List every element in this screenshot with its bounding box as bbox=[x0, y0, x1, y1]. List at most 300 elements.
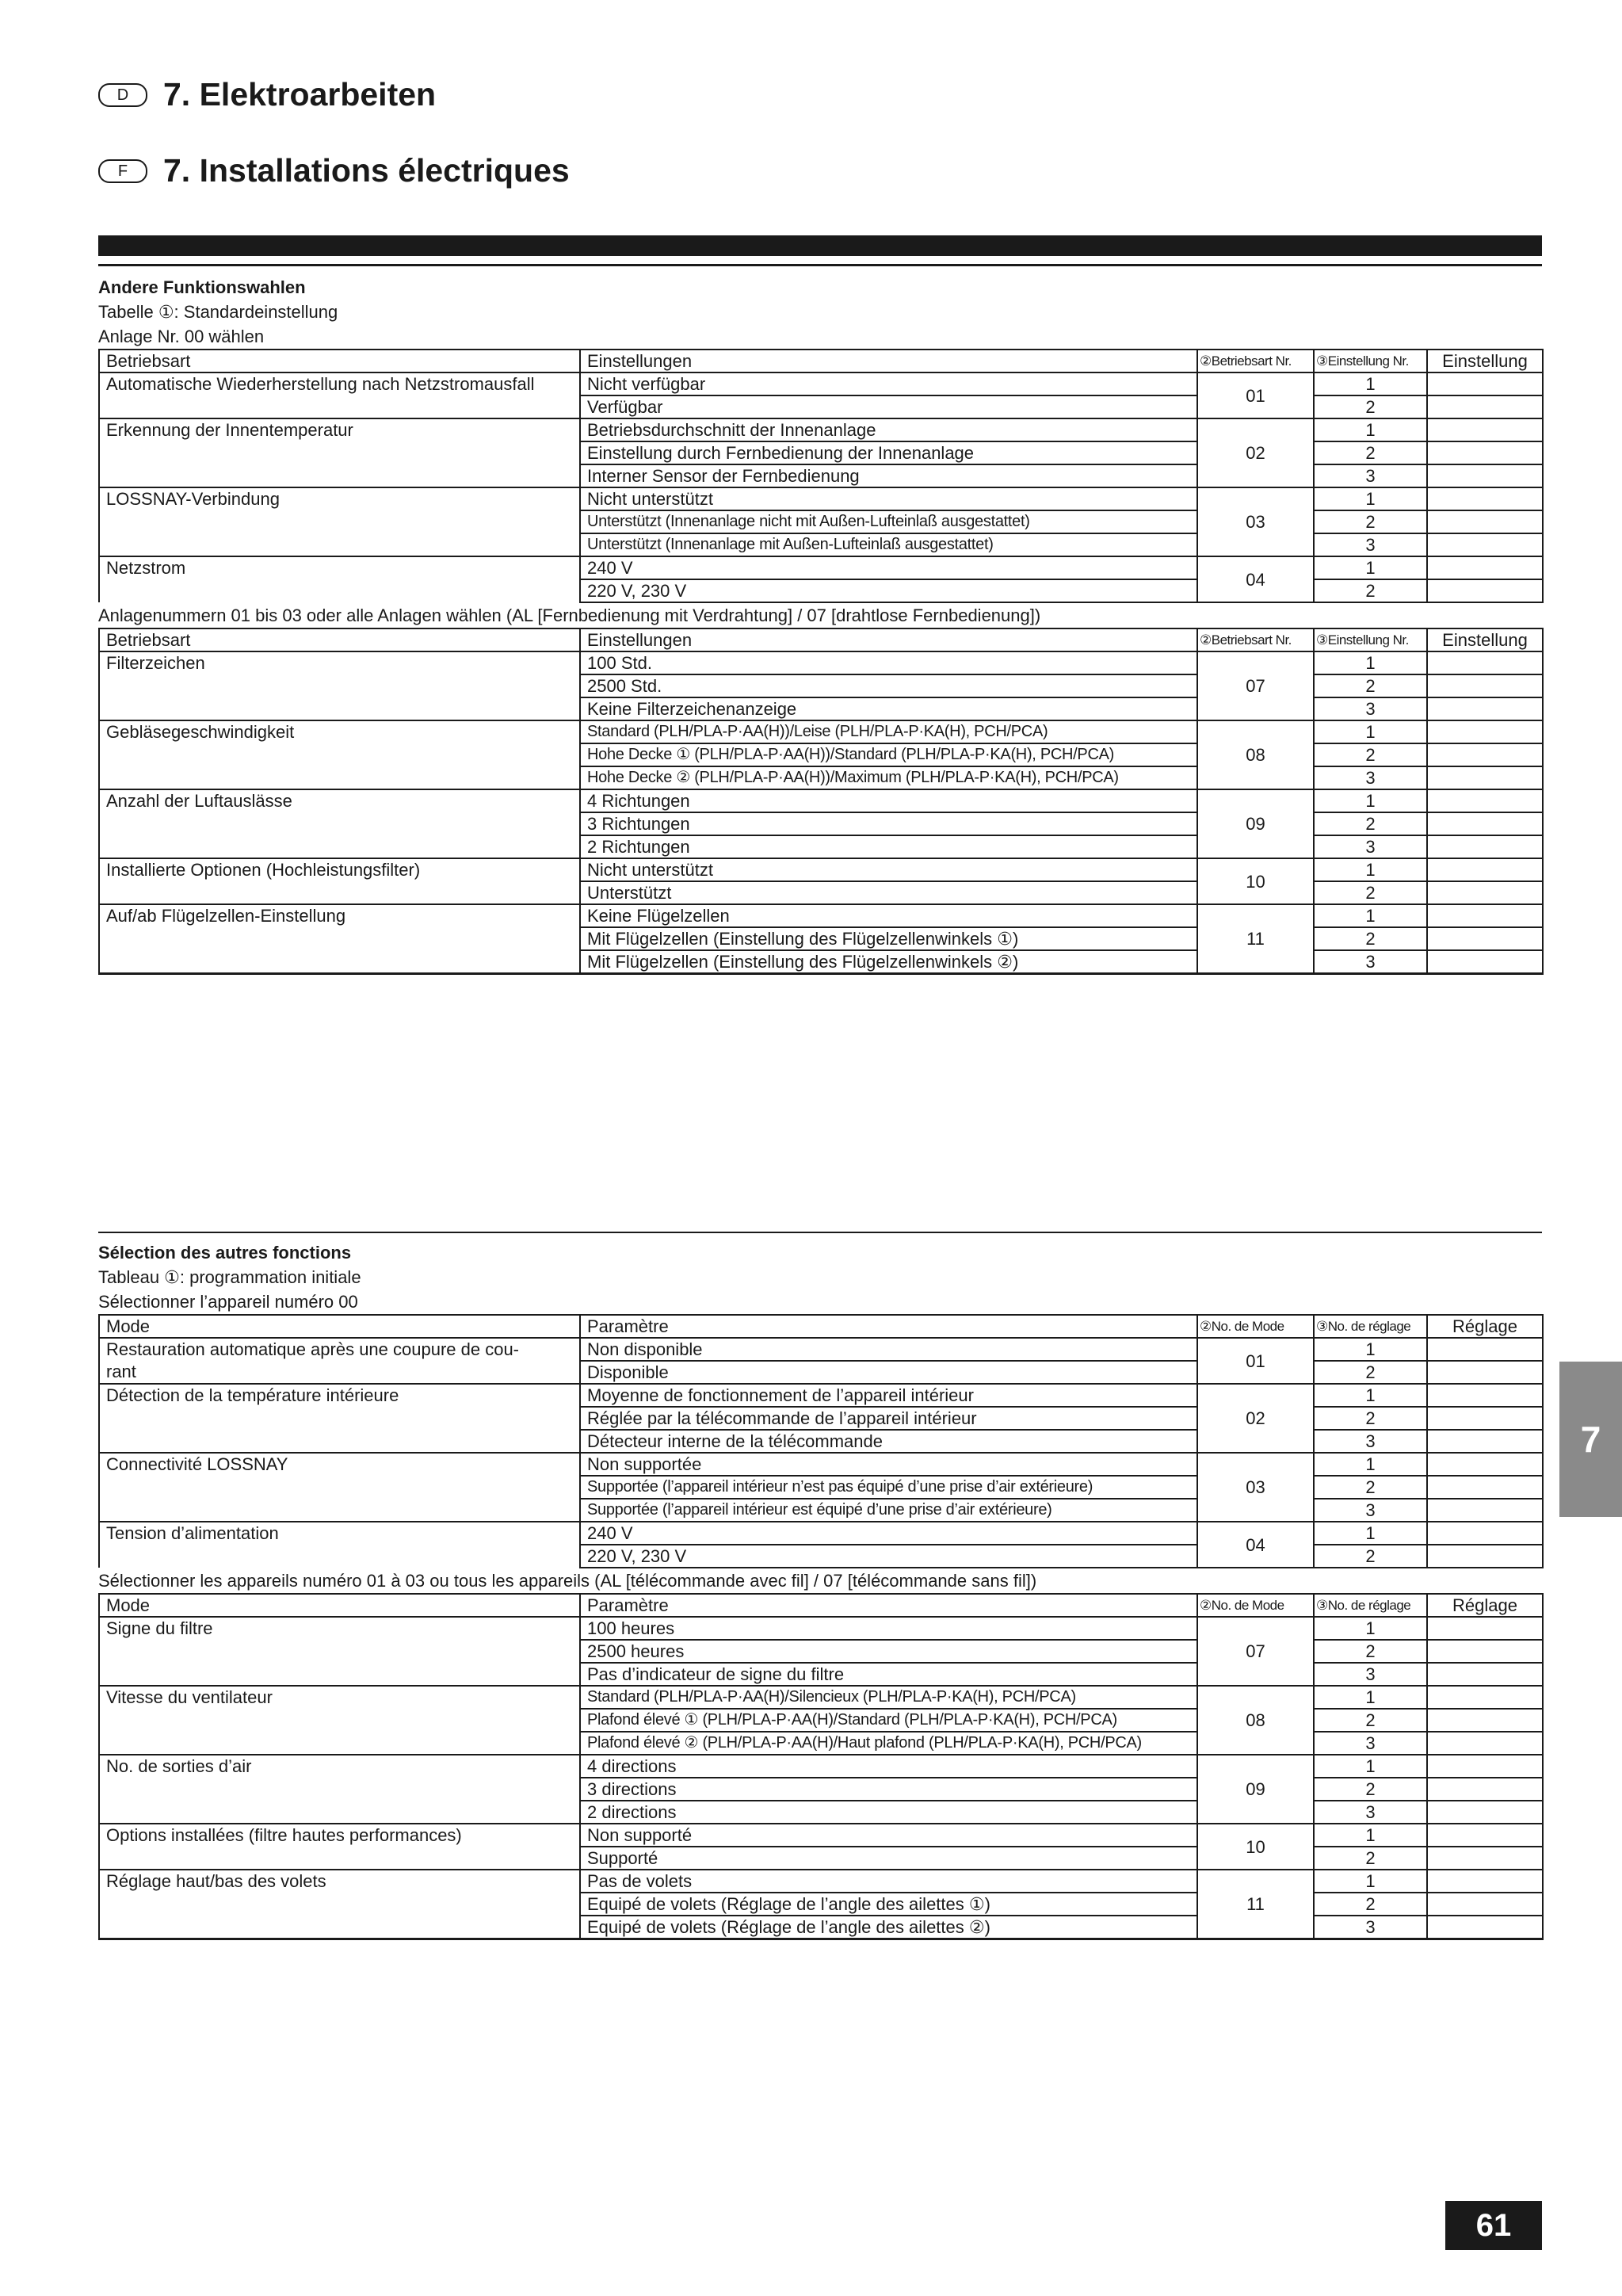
section-de-line1: Tabelle ①: Standardeinstellung bbox=[98, 302, 338, 322]
setting-cell: Mit Flügelzellen (Einstellung des Flügelzellenwinkels ②) bbox=[580, 950, 1197, 974]
setting-number-cell: 1 bbox=[1314, 372, 1427, 395]
setting-number-cell: 1 bbox=[1314, 789, 1427, 812]
header-setting-no: ③No. de réglage bbox=[1314, 1594, 1427, 1617]
setting-check-cell bbox=[1427, 487, 1543, 510]
mode-cell bbox=[99, 441, 580, 464]
mode-number-cell: 09 bbox=[1197, 789, 1314, 858]
setting-check-cell bbox=[1427, 927, 1543, 950]
table-row bbox=[99, 487, 1543, 510]
setting-number-cell: 2 bbox=[1314, 1407, 1427, 1430]
divider-middle bbox=[98, 1232, 1542, 1233]
setting-check-cell bbox=[1427, 1499, 1543, 1522]
table-row bbox=[99, 1430, 1543, 1453]
setting-check-cell bbox=[1427, 1686, 1543, 1709]
mode-cell bbox=[99, 464, 580, 487]
setting-cell: Betriebsdurchschnitt der Innenanlage bbox=[580, 418, 1197, 441]
mode-cell: No. de sorties d’air bbox=[99, 1755, 580, 1778]
mode-number-cell: 03 bbox=[1197, 487, 1314, 556]
mode-number-cell: 11 bbox=[1197, 904, 1314, 974]
mode-cell: rant bbox=[99, 1361, 580, 1384]
setting-number-cell: 2 bbox=[1314, 510, 1427, 533]
table-row bbox=[99, 1407, 1543, 1430]
mode-cell: Détection de la température intérieure bbox=[99, 1384, 580, 1407]
table-header-row bbox=[99, 350, 1543, 372]
setting-cell: Unterstützt (Innenanlage nicht mit Außen-Lufteinlaß ausgestattet) bbox=[580, 510, 1197, 533]
setting-cell: Plafond élevé ② (PLH/PLA-P·AA(H)/Haut plafond (PLH/PLA-P·KA(H), PCH/PCA) bbox=[580, 1732, 1197, 1755]
setting-number-cell: 2 bbox=[1314, 1778, 1427, 1801]
mode-number-cell: 04 bbox=[1197, 556, 1314, 602]
table-row bbox=[99, 1732, 1543, 1755]
setting-number-cell: 1 bbox=[1314, 418, 1427, 441]
mode-number-cell: 02 bbox=[1197, 1384, 1314, 1453]
setting-cell: Pas de volets bbox=[580, 1870, 1197, 1893]
mode-cell bbox=[99, 1893, 580, 1916]
mode-number-cell: 03 bbox=[1197, 1453, 1314, 1522]
setting-check-cell bbox=[1427, 651, 1543, 674]
setting-cell: Moyenne de fonctionnement de l’appareil intérieur bbox=[580, 1384, 1197, 1407]
header-setting: Réglage bbox=[1427, 1594, 1543, 1617]
section-de-between: Anlagenummern 01 bis 03 oder alle Anlagen wählen (AL [Fernbedienung mit Verdrahtung] / 07 [drahtlose Fernbedienung]) bbox=[98, 606, 1041, 625]
setting-cell: 2500 heures bbox=[580, 1640, 1197, 1663]
mode-cell: Vitesse du ventilateur bbox=[99, 1686, 580, 1709]
setting-check-cell bbox=[1427, 835, 1543, 858]
setting-cell: 4 Richtungen bbox=[580, 789, 1197, 812]
mode-cell: Réglage haut/bas des volets bbox=[99, 1870, 580, 1893]
table-row bbox=[99, 1916, 1543, 1939]
setting-cell: 100 heures bbox=[580, 1617, 1197, 1640]
table-row bbox=[99, 904, 1543, 927]
setting-number-cell: 1 bbox=[1314, 487, 1427, 510]
table-row bbox=[99, 1361, 1543, 1384]
setting-check-cell bbox=[1427, 464, 1543, 487]
setting-number-cell: 1 bbox=[1314, 1870, 1427, 1893]
table-row bbox=[99, 1824, 1543, 1847]
section-fr-title: Sélection des autres fonctions bbox=[98, 1243, 352, 1263]
mode-cell bbox=[99, 510, 580, 533]
table-row bbox=[99, 395, 1543, 418]
setting-check-cell bbox=[1427, 533, 1543, 556]
setting-cell: Non disponible bbox=[580, 1338, 1197, 1361]
setting-cell: Mit Flügelzellen (Einstellung des Flügelzellenwinkels ①) bbox=[580, 927, 1197, 950]
setting-check-cell bbox=[1427, 904, 1543, 927]
header-settings: Einstellungen bbox=[580, 350, 1197, 372]
mode-cell bbox=[99, 1430, 580, 1453]
header-settings: Paramètre bbox=[580, 1594, 1197, 1617]
table-row bbox=[99, 556, 1543, 579]
mode-cell bbox=[99, 1640, 580, 1663]
setting-check-cell bbox=[1427, 579, 1543, 602]
header-setting-no: ③Einstellung Nr. bbox=[1314, 628, 1427, 651]
table-row bbox=[99, 950, 1543, 974]
setting-number-cell: 1 bbox=[1314, 1338, 1427, 1361]
table-de-1 bbox=[98, 349, 1544, 603]
table-row bbox=[99, 766, 1543, 789]
setting-check-cell bbox=[1427, 1522, 1543, 1545]
setting-cell: Disponible bbox=[580, 1361, 1197, 1384]
setting-number-cell: 3 bbox=[1314, 835, 1427, 858]
setting-check-cell bbox=[1427, 1709, 1543, 1732]
setting-check-cell bbox=[1427, 1916, 1543, 1939]
mode-cell: Filterzeichen bbox=[99, 651, 580, 674]
setting-cell: 2500 Std. bbox=[580, 674, 1197, 697]
mode-number-cell: 02 bbox=[1197, 418, 1314, 487]
setting-number-cell: 3 bbox=[1314, 766, 1427, 789]
setting-check-cell bbox=[1427, 1663, 1543, 1686]
mode-cell bbox=[99, 1732, 580, 1755]
mode-cell bbox=[99, 1476, 580, 1499]
mode-cell bbox=[99, 1916, 580, 1939]
table-row bbox=[99, 1755, 1543, 1778]
setting-number-cell: 3 bbox=[1314, 697, 1427, 720]
mode-cell bbox=[99, 533, 580, 556]
header-mode-no: ②Betriebsart Nr. bbox=[1197, 350, 1314, 372]
setting-cell: Hohe Decke ② (PLH/PLA-P·AA(H))/Maximum (PLH/PLA-P·KA(H), PCH/PCA) bbox=[580, 766, 1197, 789]
mode-cell bbox=[99, 1847, 580, 1870]
table-row bbox=[99, 651, 1543, 674]
table-row bbox=[99, 674, 1543, 697]
setting-number-cell: 3 bbox=[1314, 1663, 1427, 1686]
mode-cell bbox=[99, 743, 580, 766]
setting-cell: Hohe Decke ① (PLH/PLA-P·AA(H))/Standard (PLH/PLA-P·KA(H), PCH/PCA) bbox=[580, 743, 1197, 766]
header-settings: Einstellungen bbox=[580, 628, 1197, 651]
setting-cell: Unterstützt bbox=[580, 881, 1197, 904]
setting-number-cell: 3 bbox=[1314, 1499, 1427, 1522]
setting-check-cell bbox=[1427, 372, 1543, 395]
setting-number-cell: 2 bbox=[1314, 743, 1427, 766]
mode-cell bbox=[99, 1709, 580, 1732]
table-row bbox=[99, 1499, 1543, 1522]
setting-check-cell bbox=[1427, 720, 1543, 743]
setting-cell: Nicht verfügbar bbox=[580, 372, 1197, 395]
setting-check-cell bbox=[1427, 418, 1543, 441]
setting-check-cell bbox=[1427, 1361, 1543, 1384]
setting-number-cell: 1 bbox=[1314, 1453, 1427, 1476]
setting-check-cell bbox=[1427, 1338, 1543, 1361]
setting-cell: Interner Sensor der Fernbedienung bbox=[580, 464, 1197, 487]
setting-cell: 220 V, 230 V bbox=[580, 1545, 1197, 1568]
setting-check-cell bbox=[1427, 1453, 1543, 1476]
setting-cell: Standard (PLH/PLA-P·AA(H))/Leise (PLH/PLA-P·KA(H), PCH/PCA) bbox=[580, 720, 1197, 743]
mode-cell bbox=[99, 927, 580, 950]
black-header-bar bbox=[98, 235, 1542, 256]
setting-check-cell bbox=[1427, 950, 1543, 974]
setting-number-cell: 3 bbox=[1314, 464, 1427, 487]
section-de-line2: Anlage Nr. 00 wählen bbox=[98, 327, 265, 346]
table-row bbox=[99, 1640, 1543, 1663]
setting-check-cell bbox=[1427, 1801, 1543, 1824]
mode-cell: Auf/ab Flügelzellen-Einstellung bbox=[99, 904, 580, 927]
table-header-row bbox=[99, 1315, 1543, 1338]
lang-badge-fr: F bbox=[98, 159, 147, 183]
setting-number-cell: 1 bbox=[1314, 1522, 1427, 1545]
table-row bbox=[99, 1338, 1543, 1361]
table-row bbox=[99, 1663, 1543, 1686]
setting-cell: 240 V bbox=[580, 1522, 1197, 1545]
setting-number-cell: 2 bbox=[1314, 395, 1427, 418]
mode-cell bbox=[99, 881, 580, 904]
setting-cell: Verfügbar bbox=[580, 395, 1197, 418]
page-number: 61 bbox=[1445, 2201, 1542, 2250]
mode-number-cell: 10 bbox=[1197, 1824, 1314, 1870]
mode-number-cell: 01 bbox=[1197, 372, 1314, 418]
setting-cell: 100 Std. bbox=[580, 651, 1197, 674]
table-row bbox=[99, 1453, 1543, 1476]
setting-number-cell: 2 bbox=[1314, 1893, 1427, 1916]
header-mode-no: ②Betriebsart Nr. bbox=[1197, 628, 1314, 651]
table-row bbox=[99, 1686, 1543, 1709]
setting-number-cell: 3 bbox=[1314, 1801, 1427, 1824]
setting-number-cell: 1 bbox=[1314, 858, 1427, 881]
mode-cell bbox=[99, 766, 580, 789]
setting-number-cell: 3 bbox=[1314, 1732, 1427, 1755]
header-mode-no: ②No. de Mode bbox=[1197, 1594, 1314, 1617]
setting-cell: Détecteur interne de la télécommande bbox=[580, 1430, 1197, 1453]
table-fr-1 bbox=[98, 1314, 1544, 1568]
header-setting-no: ③No. de réglage bbox=[1314, 1315, 1427, 1338]
mode-cell bbox=[99, 1407, 580, 1430]
setting-check-cell bbox=[1427, 1824, 1543, 1847]
setting-number-cell: 2 bbox=[1314, 1709, 1427, 1732]
section-fr-line1: Tableau ①: programmation initiale bbox=[98, 1267, 361, 1287]
mode-number-cell: 08 bbox=[1197, 720, 1314, 789]
setting-number-cell: 3 bbox=[1314, 950, 1427, 974]
table-row bbox=[99, 835, 1543, 858]
setting-check-cell bbox=[1427, 1430, 1543, 1453]
table-row bbox=[99, 927, 1543, 950]
setting-cell: 2 directions bbox=[580, 1801, 1197, 1824]
setting-check-cell bbox=[1427, 1617, 1543, 1640]
table-row bbox=[99, 464, 1543, 487]
setting-check-cell bbox=[1427, 881, 1543, 904]
setting-cell: Supportée (l’appareil intérieur n’est pas équipé d’une prise d’air extérieure) bbox=[580, 1476, 1197, 1499]
table-row bbox=[99, 789, 1543, 812]
table-fr-2 bbox=[98, 1593, 1544, 1940]
lang-badge-de: D bbox=[98, 83, 147, 107]
mode-number-cell: 07 bbox=[1197, 651, 1314, 720]
mode-cell bbox=[99, 674, 580, 697]
setting-number-cell: 1 bbox=[1314, 1617, 1427, 1640]
table-row bbox=[99, 743, 1543, 766]
mode-cell bbox=[99, 1545, 580, 1568]
mode-cell bbox=[99, 697, 580, 720]
setting-check-cell bbox=[1427, 1476, 1543, 1499]
table-row bbox=[99, 1870, 1543, 1893]
mode-cell bbox=[99, 835, 580, 858]
table-row bbox=[99, 812, 1543, 835]
header-settings: Paramètre bbox=[580, 1315, 1197, 1338]
setting-number-cell: 1 bbox=[1314, 651, 1427, 674]
mode-cell: Installierte Optionen (Hochleistungsfilter) bbox=[99, 858, 580, 881]
setting-number-cell: 1 bbox=[1314, 1384, 1427, 1407]
setting-number-cell: 2 bbox=[1314, 579, 1427, 602]
mode-cell bbox=[99, 579, 580, 602]
setting-number-cell: 1 bbox=[1314, 720, 1427, 743]
setting-check-cell bbox=[1427, 1407, 1543, 1430]
setting-number-cell: 2 bbox=[1314, 674, 1427, 697]
setting-check-cell bbox=[1427, 395, 1543, 418]
header-setting-no: ③Einstellung Nr. bbox=[1314, 350, 1427, 372]
table-row bbox=[99, 1709, 1543, 1732]
setting-cell: 3 directions bbox=[580, 1778, 1197, 1801]
setting-number-cell: 1 bbox=[1314, 1824, 1427, 1847]
setting-check-cell bbox=[1427, 1893, 1543, 1916]
mode-cell: Tension d’alimentation bbox=[99, 1522, 580, 1545]
setting-number-cell: 2 bbox=[1314, 1847, 1427, 1870]
table-row bbox=[99, 441, 1543, 464]
section-de bbox=[98, 275, 1542, 975]
mode-number-cell: 01 bbox=[1197, 1338, 1314, 1384]
setting-cell: 220 V, 230 V bbox=[580, 579, 1197, 602]
mode-cell: Erkennung der Innentemperatur bbox=[99, 418, 580, 441]
setting-check-cell bbox=[1427, 1384, 1543, 1407]
setting-cell: Pas d’indicateur de signe du filtre bbox=[580, 1663, 1197, 1686]
mode-cell: Gebläsegeschwindigkeit bbox=[99, 720, 580, 743]
table-row bbox=[99, 1476, 1543, 1499]
setting-cell: Keine Filterzeichenanzeige bbox=[580, 697, 1197, 720]
setting-check-cell bbox=[1427, 1755, 1543, 1778]
setting-cell: Nicht unterstützt bbox=[580, 858, 1197, 881]
mode-cell bbox=[99, 1663, 580, 1686]
mode-number-cell: 09 bbox=[1197, 1755, 1314, 1824]
setting-number-cell: 2 bbox=[1314, 1545, 1427, 1568]
heading-de-text: 7. Elektroarbeiten bbox=[163, 76, 437, 113]
table-row bbox=[99, 533, 1543, 556]
setting-check-cell bbox=[1427, 510, 1543, 533]
setting-number-cell: 3 bbox=[1314, 1430, 1427, 1453]
setting-number-cell: 1 bbox=[1314, 1686, 1427, 1709]
setting-number-cell: 2 bbox=[1314, 1361, 1427, 1384]
mode-cell bbox=[99, 1499, 580, 1522]
header-mode: Betriebsart bbox=[99, 628, 580, 651]
section-de-title: Andere Funktionswahlen bbox=[98, 277, 306, 297]
setting-cell: Plafond élevé ① (PLH/PLA-P·AA(H)/Standard (PLH/PLA-P·KA(H), PCH/PCA) bbox=[580, 1709, 1197, 1732]
table-header-row bbox=[99, 628, 1543, 651]
setting-check-cell bbox=[1427, 858, 1543, 881]
header-setting: Réglage bbox=[1427, 1315, 1543, 1338]
mode-cell bbox=[99, 812, 580, 835]
table-row bbox=[99, 858, 1543, 881]
table-row bbox=[99, 418, 1543, 441]
section-fr-line2: Sélectionner l’appareil numéro 00 bbox=[98, 1292, 358, 1312]
setting-cell: 240 V bbox=[580, 556, 1197, 579]
chapter-side-tab: 7 bbox=[1559, 1362, 1622, 1517]
table-row bbox=[99, 510, 1543, 533]
table-row bbox=[99, 372, 1543, 395]
setting-number-cell: 2 bbox=[1314, 927, 1427, 950]
table-header-row bbox=[99, 1594, 1543, 1617]
heading-fr-text: 7. Installations électriques bbox=[163, 152, 570, 189]
setting-number-cell: 1 bbox=[1314, 1755, 1427, 1778]
table-row bbox=[99, 1522, 1543, 1545]
table-row bbox=[99, 1545, 1543, 1568]
mode-cell: Netzstrom bbox=[99, 556, 580, 579]
setting-check-cell bbox=[1427, 556, 1543, 579]
mode-cell bbox=[99, 1801, 580, 1824]
setting-cell: Keine Flügelzellen bbox=[580, 904, 1197, 927]
mode-cell bbox=[99, 950, 580, 974]
mode-number-cell: 07 bbox=[1197, 1617, 1314, 1686]
mode-cell bbox=[99, 395, 580, 418]
table-row bbox=[99, 881, 1543, 904]
table-row bbox=[99, 579, 1543, 602]
setting-cell: Supporté bbox=[580, 1847, 1197, 1870]
setting-cell: Equipé de volets (Réglage de l’angle des ailettes ②) bbox=[580, 1916, 1197, 1939]
setting-cell: Standard (PLH/PLA-P·AA(H)/Silencieux (PLH/PLA-P·KA(H), PCH/PCA) bbox=[580, 1686, 1197, 1709]
setting-cell: 2 Richtungen bbox=[580, 835, 1197, 858]
section-fr-between: Sélectionner les appareils numéro 01 à 03 ou tous les appareils (AL [télécommande avec fil] / 07 [télécommande sans fil]) bbox=[98, 1571, 1037, 1591]
table-row bbox=[99, 1778, 1543, 1801]
table-row bbox=[99, 1847, 1543, 1870]
setting-check-cell bbox=[1427, 441, 1543, 464]
mode-cell: Anzahl der Luftauslässe bbox=[99, 789, 580, 812]
setting-cell: Non supportée bbox=[580, 1453, 1197, 1476]
setting-cell: Supportée (l’appareil intérieur est équipé d’une prise d’air extérieure) bbox=[580, 1499, 1197, 1522]
setting-number-cell: 2 bbox=[1314, 1640, 1427, 1663]
header-setting: Einstellung bbox=[1427, 628, 1543, 651]
header-mode: Betriebsart bbox=[99, 350, 580, 372]
mode-cell: Connectivité LOSSNAY bbox=[99, 1453, 580, 1476]
header-mode: Mode bbox=[99, 1315, 580, 1338]
setting-check-cell bbox=[1427, 1732, 1543, 1755]
table-de-2 bbox=[98, 628, 1544, 975]
header-mode: Mode bbox=[99, 1594, 580, 1617]
mode-cell: Signe du filtre bbox=[99, 1617, 580, 1640]
setting-number-cell: 1 bbox=[1314, 556, 1427, 579]
mode-cell: Options installées (filtre hautes performances) bbox=[99, 1824, 580, 1847]
setting-check-cell bbox=[1427, 743, 1543, 766]
setting-check-cell bbox=[1427, 789, 1543, 812]
setting-check-cell bbox=[1427, 1870, 1543, 1893]
setting-cell: 3 Richtungen bbox=[580, 812, 1197, 835]
table-row bbox=[99, 1617, 1543, 1640]
setting-number-cell: 3 bbox=[1314, 533, 1427, 556]
setting-cell: Réglée par la télécommande de l’appareil intérieur bbox=[580, 1407, 1197, 1430]
setting-number-cell: 2 bbox=[1314, 881, 1427, 904]
setting-cell: Non supporté bbox=[580, 1824, 1197, 1847]
table-row bbox=[99, 1801, 1543, 1824]
setting-cell: Nicht unterstützt bbox=[580, 487, 1197, 510]
mode-number-cell: 08 bbox=[1197, 1686, 1314, 1755]
setting-check-cell bbox=[1427, 812, 1543, 835]
table-row bbox=[99, 697, 1543, 720]
setting-number-cell: 2 bbox=[1314, 441, 1427, 464]
table-row bbox=[99, 1893, 1543, 1916]
mode-number-cell: 10 bbox=[1197, 858, 1314, 904]
mode-number-cell: 04 bbox=[1197, 1522, 1314, 1568]
setting-cell: Unterstützt (Innenanlage mit Außen-Lufteinlaß ausgestattet) bbox=[580, 533, 1197, 556]
divider-top bbox=[98, 264, 1542, 266]
setting-number-cell: 1 bbox=[1314, 904, 1427, 927]
setting-check-cell bbox=[1427, 674, 1543, 697]
mode-number-cell: 11 bbox=[1197, 1870, 1314, 1939]
header-setting: Einstellung bbox=[1427, 350, 1543, 372]
mode-cell: Restauration automatique après une coupure de cou- bbox=[99, 1338, 580, 1361]
table-row bbox=[99, 1384, 1543, 1407]
mode-cell bbox=[99, 1778, 580, 1801]
heading-de bbox=[98, 76, 436, 113]
mode-cell: LOSSNAY-Verbindung bbox=[99, 487, 580, 510]
setting-check-cell bbox=[1427, 1847, 1543, 1870]
setting-check-cell bbox=[1427, 1778, 1543, 1801]
setting-number-cell: 2 bbox=[1314, 1476, 1427, 1499]
setting-check-cell bbox=[1427, 766, 1543, 789]
setting-number-cell: 3 bbox=[1314, 1916, 1427, 1939]
setting-cell: Einstellung durch Fernbedienung der Innenanlage bbox=[580, 441, 1197, 464]
setting-cell: 4 directions bbox=[580, 1755, 1197, 1778]
setting-cell: Equipé de volets (Réglage de l’angle des ailettes ①) bbox=[580, 1893, 1197, 1916]
table-row bbox=[99, 720, 1543, 743]
heading-fr bbox=[98, 152, 570, 189]
